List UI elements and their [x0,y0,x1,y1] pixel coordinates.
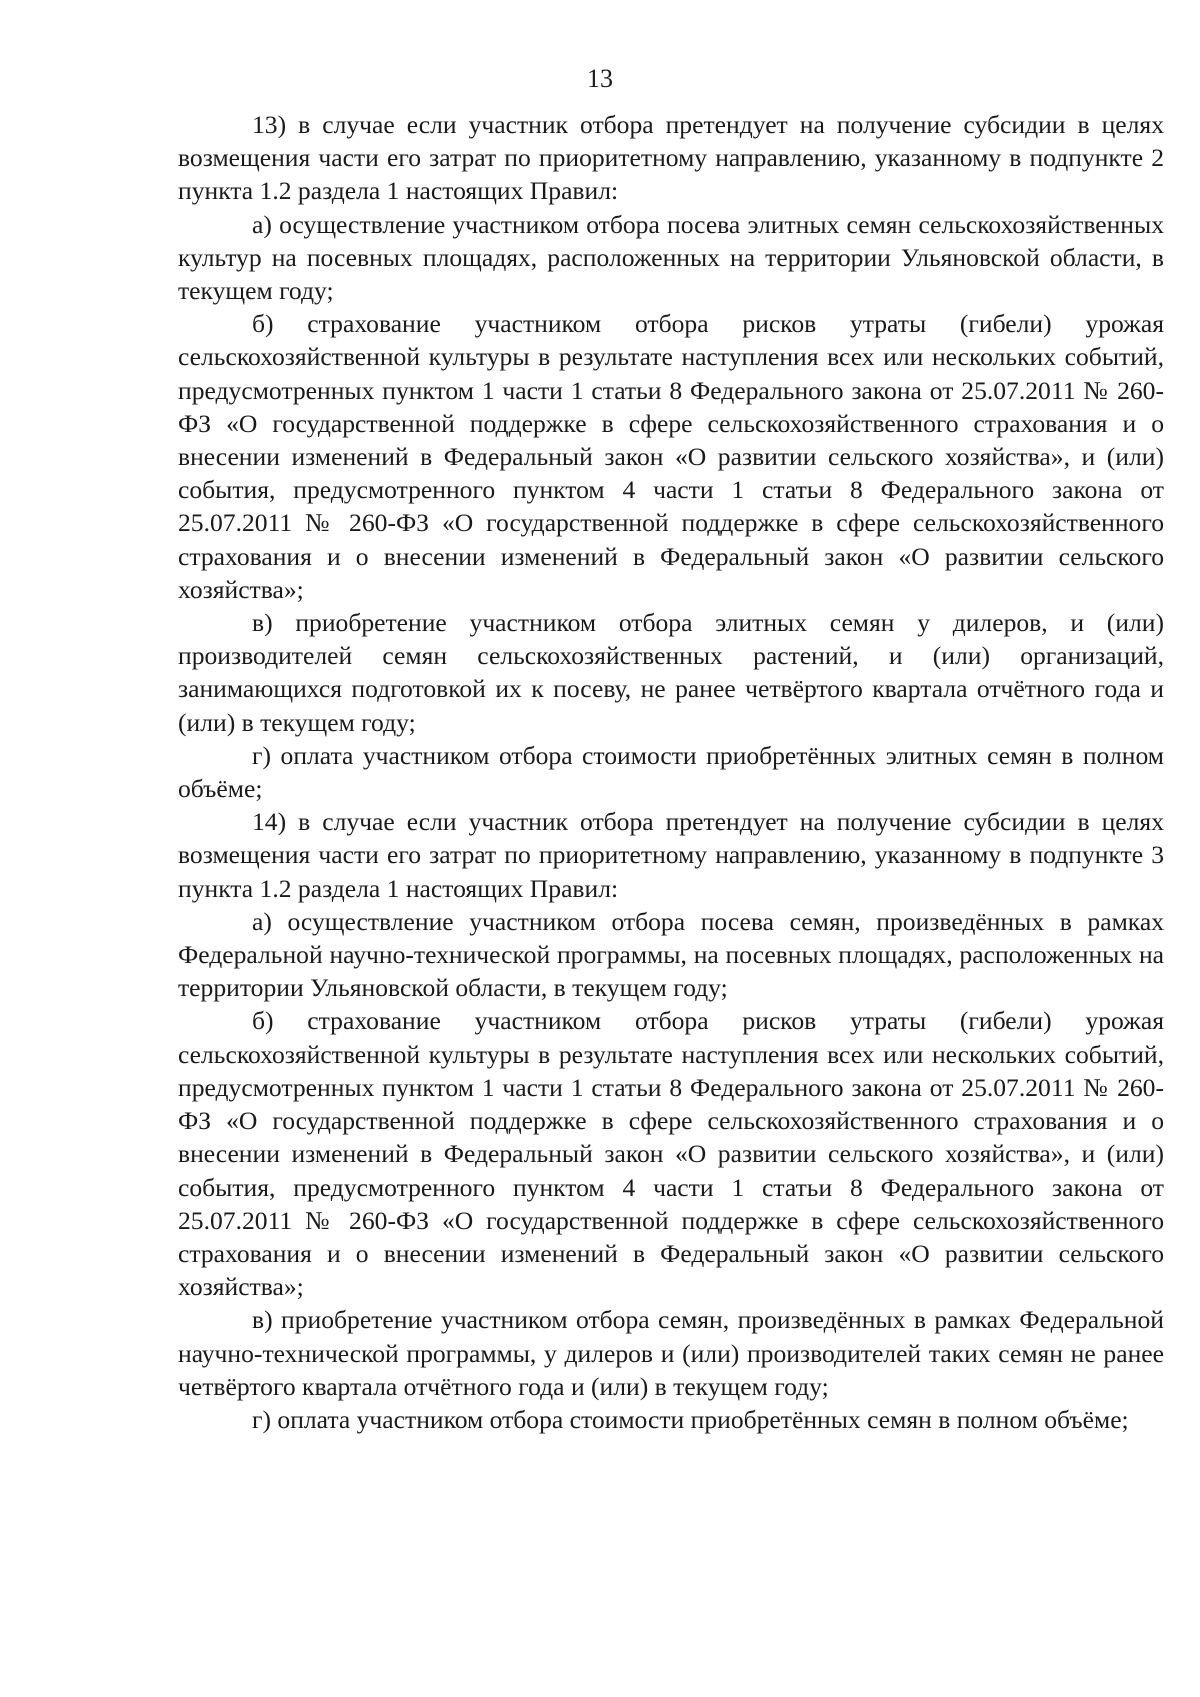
document-body [178,108,1164,1436]
subitem-14-b: б) страхование участником отбора рисков утраты (гибели) урожая сельскохозяйственной культуры в результате наступления всех или нескольких событий, предусмотренных пунктом 1 части 1 статьи 8 Федерального закона от 25.07.2011 № 260-ФЗ «О государственной поддержке в сфере сельскохозяйственного страхования и о внесении изменений в Федеральный закон «О развитии сельского хозяйства», и (или) события, предусмотренного пунктом 4 части 1 статьи 8 Федерального закона от 25.07.2011 № 260-ФЗ «О государственной поддержке в сфере сельскохозяйственного страхования и о внесении изменений в Федеральный закон «О развитии сельского хозяйства»; [178,1006,1164,1302]
subitem-14-g: г) оплата участником отбора стоимости приобретённых семян в полном объёме; [252,1404,1129,1434]
subitem-14-v: в) приобретение участником отбора семян, произведённых в рамках Федеральной научно-технической программы, у дилеров и (или) производителей таких семян не ранее четвёртого квартала отчётного года и (или) в текущем году; [178,1305,1164,1401]
page-number: 13 [587,64,613,93]
paragraph-item-13: 13) в случае если участник отбора претендует на получение субсидии в целях возмещения части его затрат по приоритетному направлению, указанному в подпункте 2 пункта 1.2 раздела 1 настоящих Правил: [178,110,1164,206]
subitem-13-g: г) оплата участником отбора стоимости приобретённых элитных семян в полном объёме; [178,740,1164,804]
subitem-13-b: б) страхование участником отбора рисков утраты (гибели) урожая сельскохозяйственной культуры в результате наступления всех или нескольких событий, предусмотренных пунктом 1 части 1 статьи 8 Федерального закона от 25.07.2011 № 260-ФЗ «О государственной поддержке в сфере сельскохозяйственного страхования и о внесении изменений в Федеральный закон «О развитии сельского хозяйства», и (или) события, предусмотренного пунктом 4 части 1 статьи 8 Федерального закона от 25.07.2011 № 260-ФЗ «О государственной поддержке в сфере сельскохозяйственного страхования и о внесении изменений в Федеральный закон «О развитии сельского хозяйства»; [178,309,1164,604]
subitem-14-a: а) осуществление участником отбора посева семян, произведённых в рамках Федеральной научно-технической программы, на посевных площадях, расположенных на территории Ульяновской области, в текущем году; [178,906,1164,1003]
paragraph-item-14: 14) в случае если участник отбора претендует на получение субсидии в целях возмещения части его затрат по приоритетному направлению, указанному в подпункте 3 пункта 1.2 раздела 1 настоящих Правил: [178,807,1164,903]
subitem-13-a: а) осуществление участником отбора посева элитных семян сельскохозяйственных культур на посевных площадях, расположенных на территории Ульяновской области, в текущем году; [178,209,1164,306]
subitem-13-v: в) приобретение участником отбора элитных семян у дилеров, и (или) производителей семян сельскохозяйственных растений, и (или) организаций, занимающихся подготовкой их к посеву, не ранее четвёртого квартала отчётного года и (или) в текущем году; [178,608,1164,737]
